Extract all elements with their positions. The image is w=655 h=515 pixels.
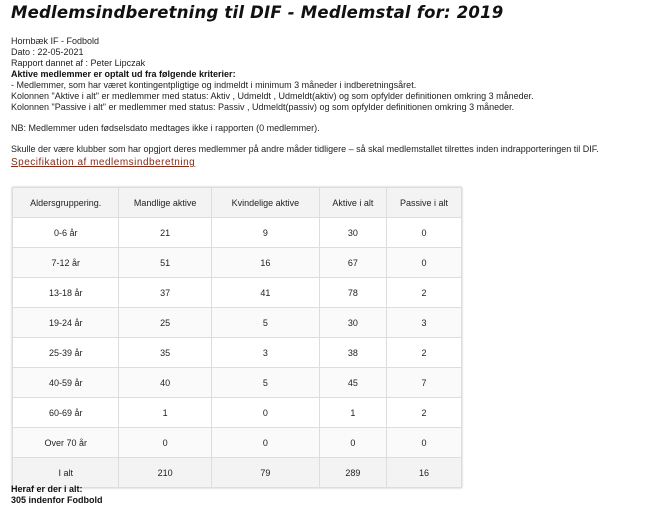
cell-female-active: 16 — [211, 248, 319, 278]
table-row — [13, 338, 462, 368]
table-row — [13, 248, 462, 278]
cell-male-active: 21 — [119, 218, 211, 248]
report-meta — [11, 36, 651, 168]
table-header-row — [13, 188, 462, 218]
cell-male-active: 35 — [119, 338, 211, 368]
table-row — [13, 218, 462, 248]
cell-male-active: 0 — [119, 428, 211, 458]
criteria-line: - Medlemmer, som har været kontingentpligtige og indmeldt i minimum 3 måneder i indberetningsåret. — [11, 80, 417, 90]
header-female-active: Kvindelige aktive — [211, 188, 319, 218]
table-row — [13, 368, 462, 398]
cell-passive-total: 3 — [386, 308, 461, 338]
table-row — [13, 278, 462, 308]
cell-age-group: 40-59 år — [13, 368, 119, 398]
report-author: Rapport dannet af : Peter Lipczak — [11, 58, 146, 68]
cell-female-active: 41 — [211, 278, 319, 308]
cell-female-active: 0 — [211, 428, 319, 458]
summary-footer — [11, 484, 103, 506]
cell-active-total: 45 — [319, 368, 386, 398]
cell-age-group: 19-24 år — [13, 308, 119, 338]
cell-age-group: 13-18 år — [13, 278, 119, 308]
cell-active-total: 78 — [319, 278, 386, 308]
table-row — [13, 308, 462, 338]
adjust-note: Skulle der være klubber som har opgjort deres medlemmer på andre måder tidligere – så skal medlemstallet tilrettes inden indrapporteringen til DIF. — [11, 144, 599, 154]
page-title: Medlemsindberetning til DIF - Medlemstal for: 2019 — [11, 3, 504, 22]
report-container — [11, 0, 651, 168]
cell-active-total: 30 — [319, 218, 386, 248]
cell-active-total: 30 — [319, 308, 386, 338]
table-row — [13, 398, 462, 428]
criteria-line: Kolonnen "Passive i alt" er medlemmer med status: Passiv , Udmeldt(passiv) og som opfylder definitionen omkring 3 måneder. — [11, 102, 515, 112]
cell-age-group: 60-69 år — [13, 398, 119, 428]
birthdate-note: NB: Medlemmer uden fødselsdato medtages ikke i rapporten (0 medlemmer). — [11, 123, 320, 133]
cell-male-active: 51 — [119, 248, 211, 278]
cell-age-group: I alt — [13, 458, 119, 488]
cell-active-total: 1 — [319, 398, 386, 428]
cell-passive-total: 2 — [386, 278, 461, 308]
cell-passive-total: 2 — [386, 398, 461, 428]
cell-male-active: 1 — [119, 398, 211, 428]
criteria-heading: Aktive medlemmer er optalt ud fra følgende kriterier: — [11, 69, 236, 79]
criteria-line: Kolonnen "Aktive i alt" er medlemmer med status: Aktiv , Udmeldt , Udmeldt(aktiv) og som opfylder definitionen omkring 3 måneder. — [11, 91, 534, 101]
cell-age-group: 0-6 år — [13, 218, 119, 248]
cell-age-group: 7-12 år — [13, 248, 119, 278]
cell-male-active: 210 — [119, 458, 211, 488]
header-passive-total: Passive i alt — [386, 188, 461, 218]
cell-active-total: 67 — [319, 248, 386, 278]
header-active-total: Aktive i alt — [319, 188, 386, 218]
cell-female-active: 0 — [211, 398, 319, 428]
cell-passive-total: 0 — [386, 218, 461, 248]
table-total-row — [13, 458, 462, 488]
cell-male-active: 40 — [119, 368, 211, 398]
cell-female-active: 5 — [211, 308, 319, 338]
table-row — [13, 428, 462, 458]
cell-passive-total: 7 — [386, 368, 461, 398]
cell-female-active: 79 — [211, 458, 319, 488]
cell-active-total: 38 — [319, 338, 386, 368]
cell-active-total: 289 — [319, 458, 386, 488]
summary-heading: Heraf er der i alt: — [11, 484, 83, 494]
cell-male-active: 25 — [119, 308, 211, 338]
cell-female-active: 9 — [211, 218, 319, 248]
cell-male-active: 37 — [119, 278, 211, 308]
cell-passive-total: 16 — [386, 458, 461, 488]
cell-age-group: Over 70 år — [13, 428, 119, 458]
header-age-group: Aldersgruppering. — [13, 188, 119, 218]
header-male-active: Mandlige aktive — [119, 188, 211, 218]
cell-female-active: 5 — [211, 368, 319, 398]
cell-passive-total: 0 — [386, 428, 461, 458]
cell-passive-total: 0 — [386, 248, 461, 278]
summary-total: 305 indenfor Fodbold — [11, 495, 103, 505]
cell-age-group: 25-39 år — [13, 338, 119, 368]
club-name: Hornbæk IF - Fodbold — [11, 36, 100, 46]
report-date: Dato : 22-05-2021 — [11, 47, 84, 57]
members-table — [12, 187, 462, 488]
cell-passive-total: 2 — [386, 338, 461, 368]
cell-female-active: 3 — [211, 338, 319, 368]
cell-active-total: 0 — [319, 428, 386, 458]
specification-link[interactable]: Specifikation af medlemsindberetning — [11, 157, 196, 168]
